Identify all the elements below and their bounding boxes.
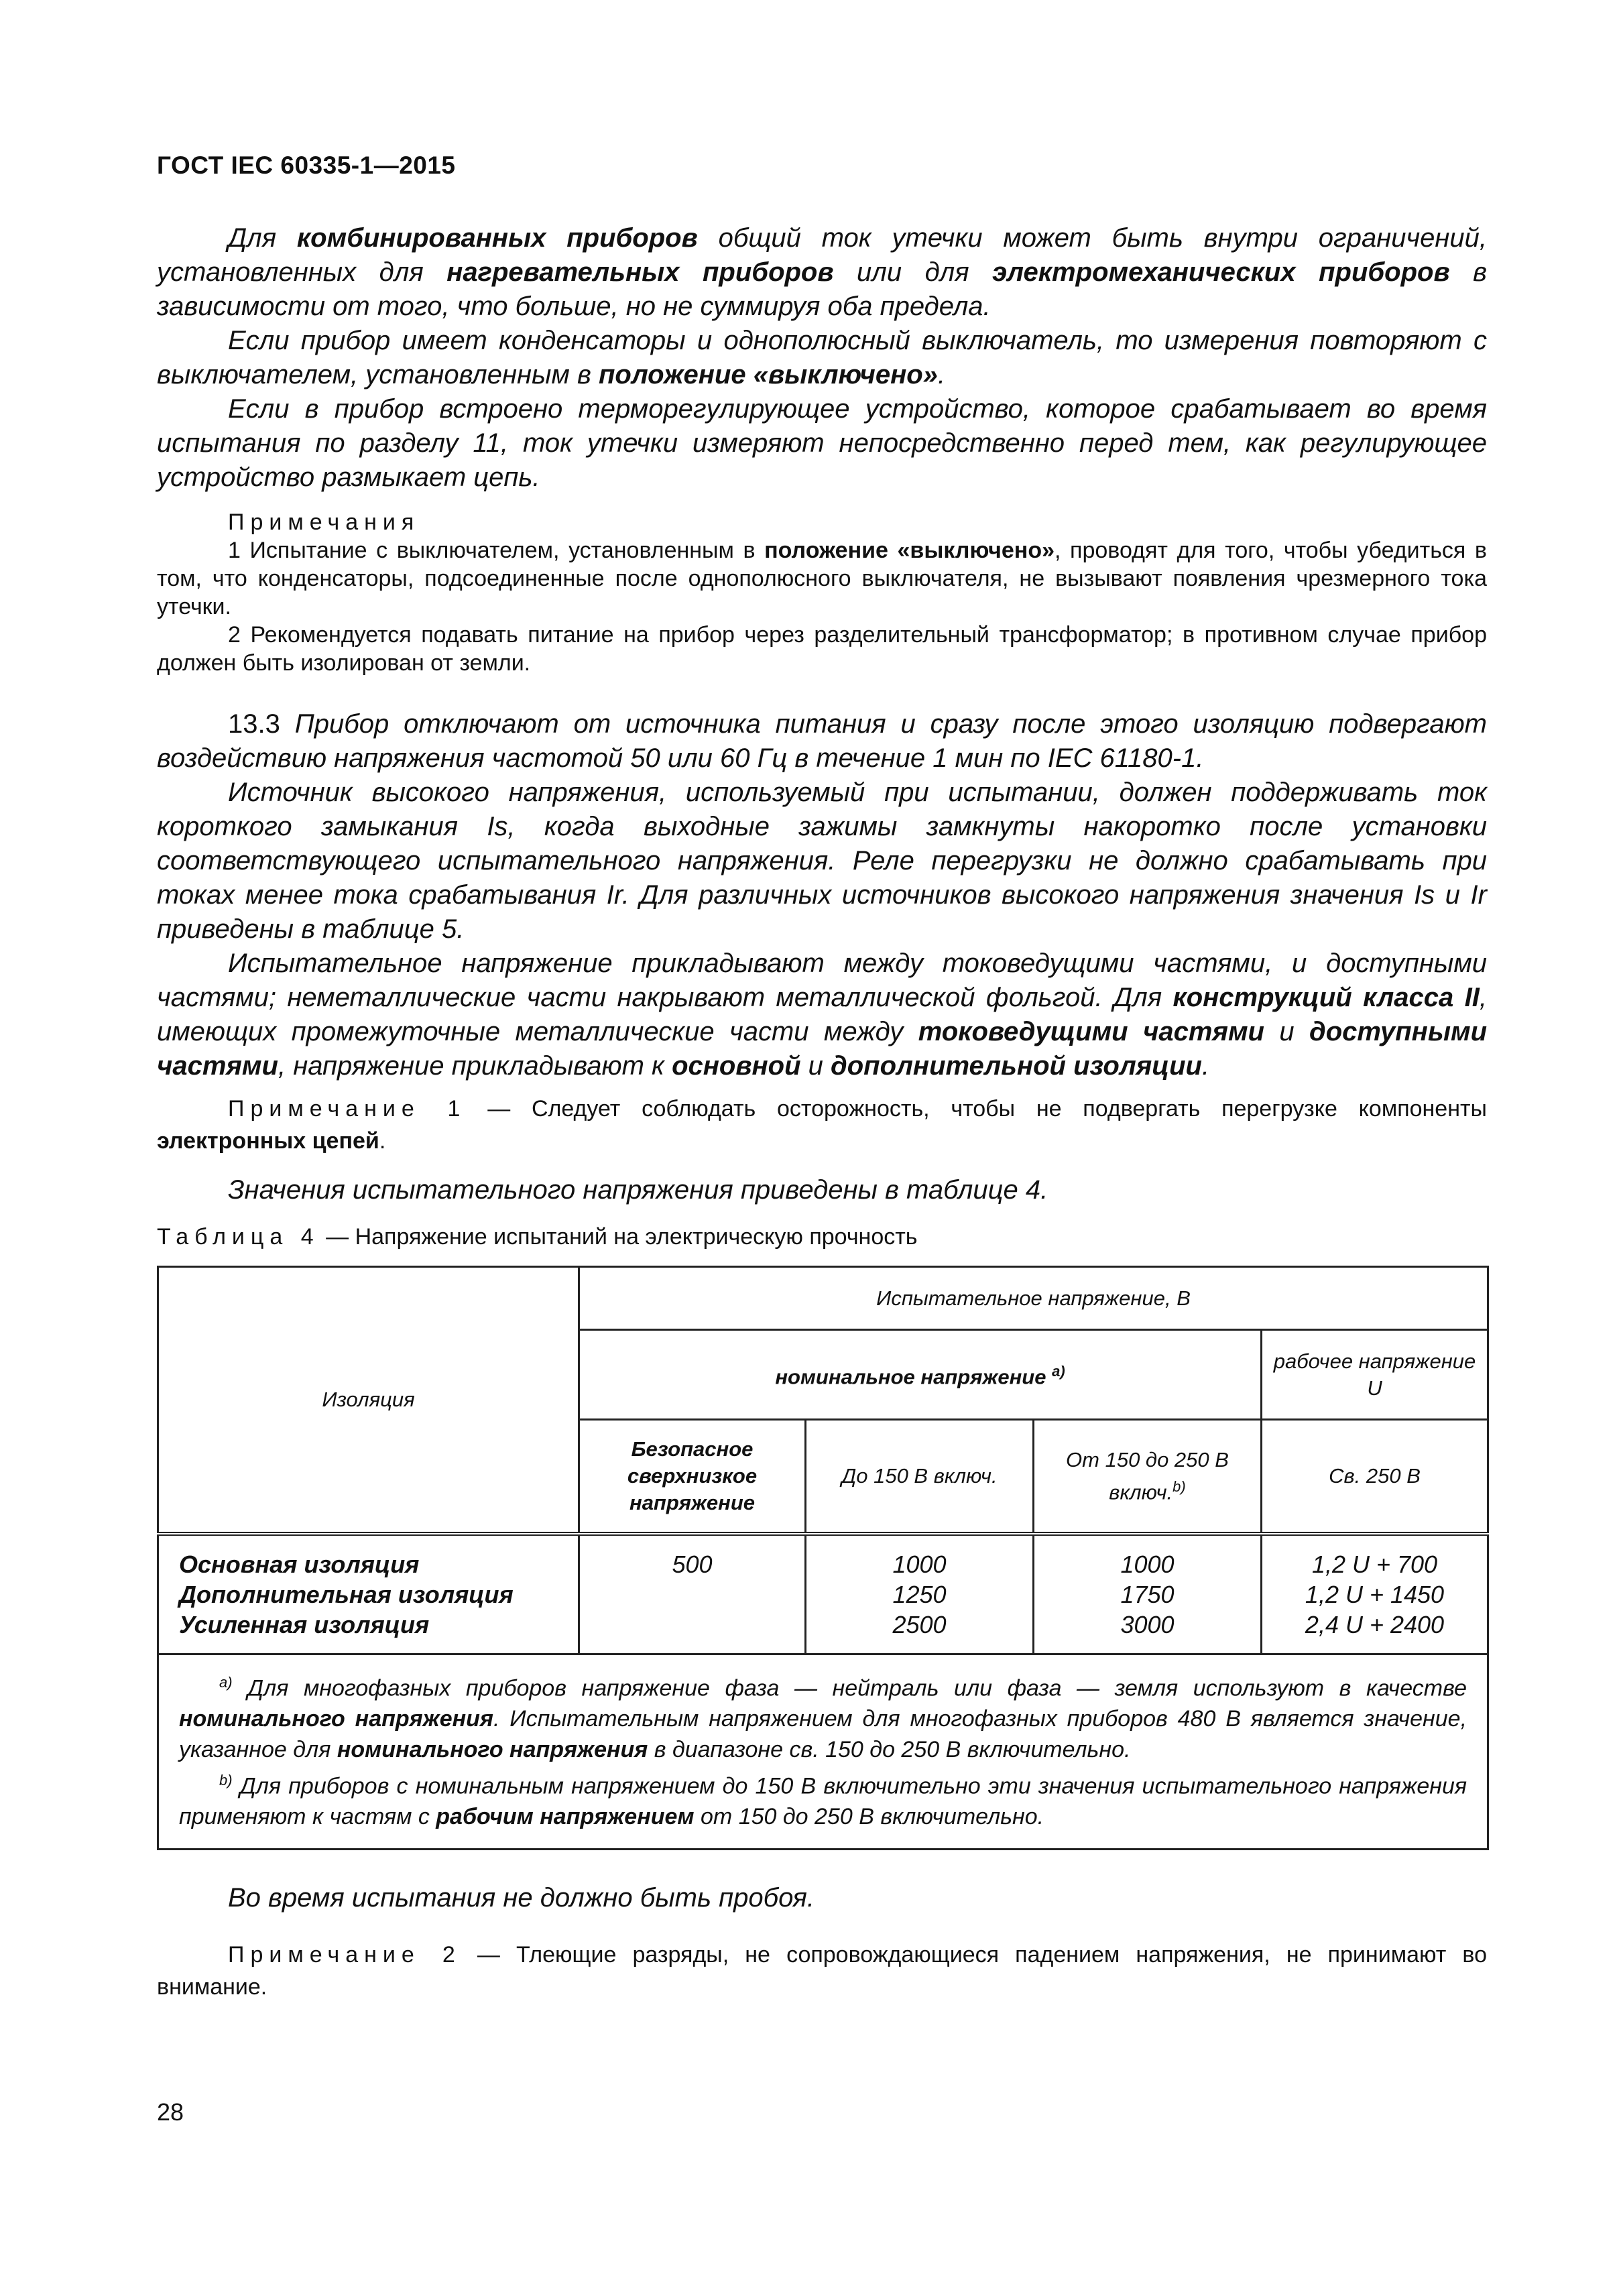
selv-values [579,1534,806,1654]
cell-value: 1000 [892,1550,947,1578]
cell-value: 1750 [1120,1580,1175,1608]
intro-paragraph-2: Если прибор имеет конденсаторы и однополюсный выключатель, то измерения повторяют с выключателем, установленным в положение «выключено». [157,326,1487,389]
cell-value: 1000 [1120,1550,1175,1578]
footnote-a: $^{a)}$ Для многофазных приборов напряжение фаза — нейтраль или фаза — земля используют в качестве номинального напряжения. Испытательным напряжением для многофазных приборов 480 В является значение, указанное для номинального напряжения в диапазоне св. 150 до 250 В включительно. [179,1673,1467,1762]
row-name: Дополнительная изоляция [179,1580,514,1608]
intro-paragraph-1: Для комбинированных приборов общий ток утечки может быть внутри ограничений, установленных для нагревательных приборов или для электромеханических приборов в зависимости от того, что больше, но не суммируя оба предела. [157,223,1488,321]
section-paragraph-2: Источник высокого напряжения, используемый при испытании, должен поддерживать ток короткого замыкания Is, когда выходные зажимы замкнуты накоротко после установки соответствующего испытательного напряжения. Реле перегрузки не должно срабатывать при токах менее тока срабатывания Ir. Для различных источников высокого напряжения значения Is и Ir приведены в таблице 5. [157,778,1487,944]
header-insulation: Изоляция [158,1267,579,1534]
note-2-text: Примечание 2 — Тлеющие разряды, не сопровождающиеся падением напряжения, не принимают во внимание. [157,1942,1487,2000]
table-caption: Таблица 4 — Напряжение испытаний на электрическую прочность [157,1224,918,1250]
section-paragraph-3: Испытательное напряжение прикладывают между токоведущими частями, и доступными частями; неметаллические части накрывают металлической фольгой. Для конструкций класса II, имеющих промежуточные металлические части между токоведущими частями и доступными частями, напряжение прикладывают к основной и дополнительной изоляции. [157,949,1487,1081]
intro-paragraph-3: Если в прибор встроено терморегулирующее устройство, которое срабатывает во время испытания по разделу 11, ток утечки измеряют непосредственно перед тем, как регулирующее устройство размыкает цепь. [157,394,1487,492]
page-number: 28 [157,2098,184,2126]
note-2-block [157,1939,1487,2003]
row-name: Основная изоляция [179,1550,420,1578]
intro-block [157,221,1487,495]
insulation-names [158,1534,579,1654]
header-selv: Безопасное сверхнизкое напряжение [579,1420,806,1534]
notes-title: Примечания [228,509,420,535]
over-250-values [1262,1534,1488,1654]
cell-value: 500 [672,1550,713,1578]
cell-value: 1250 [892,1580,947,1608]
footnote-b: $^{b)}$ Для приборов с номинальным напряжением до 150 В включительно эти значения испытательного напряжения применяют к частям с рабочим напряжением от 150 до 250 В включительно. [179,1771,1467,1830]
cell-value: 3000 [1120,1610,1175,1638]
table-reference-text: Значения испытательного напряжения приведены в таблице 4. [228,1175,1048,1205]
header-over-250: Св. 250 В [1262,1420,1488,1534]
section-13-3 [157,707,1487,1083]
header-working-voltage: рабочее напряжение U [1262,1330,1488,1420]
row-name: Усиленная изоляция [179,1610,430,1638]
section-paragraph-1: 13.3 Прибор отключают от источника питания и сразу после этого изоляцию подвергают воздействию напряжения частотой 50 или 60 Гц в течение 1 мин по IEC 61180-1. [157,709,1488,773]
cell-value: 2500 [892,1610,947,1638]
section-note-1: Примечание 1 — Следует соблюдать осторожность, чтобы не подвергать перегрузке компоненты электронных цепей. [157,1096,1487,1154]
table-footnotes [158,1654,1488,1850]
document-header: ГОСТ IEC 60335-1—2015 [157,152,456,179]
notes-block [157,508,1487,677]
note-2: 2 Рекомендуется подавать питание на прибор через разделительный трансформатор; в противном случае прибор должен быть изолирован от земли. [157,622,1487,676]
table-data-row [158,1534,1488,1654]
note-1: 1 Испытание с выключателем, установленным в положение «выключено», проводят для того, чтобы убедиться в том, что конденсаторы, подсоединенные после однополюсного выключателя, не вызывают появления чрезмерного тока утечки. [157,538,1487,619]
header-150-250: От 150 до 250 В включ.$^{b)}$ [1034,1420,1262,1534]
cell-value: 2,4 U + 2400 [1305,1610,1445,1638]
header-up-to-150: До 150 В включ. [806,1420,1034,1534]
footnotes-cell [158,1654,1488,1850]
cell-value: 1,2 U + 700 [1311,1550,1438,1578]
test-voltage-table [157,1266,1489,1850]
table-reference [157,1173,1487,1207]
cell-value: 1,2 U + 1450 [1305,1580,1445,1608]
header-rated-voltage: номинальное напряжение $^{a)}$ [579,1330,1262,1420]
note-1-block [157,1093,1487,1157]
after-table-block [157,1881,1487,1915]
150-250-values [1034,1534,1262,1654]
up-to-150-values [806,1534,1034,1654]
no-breakdown-text: Во время испытания не должно быть пробоя. [228,1883,815,1913]
header-test-voltage: Испытательное напряжение, В [579,1267,1488,1330]
